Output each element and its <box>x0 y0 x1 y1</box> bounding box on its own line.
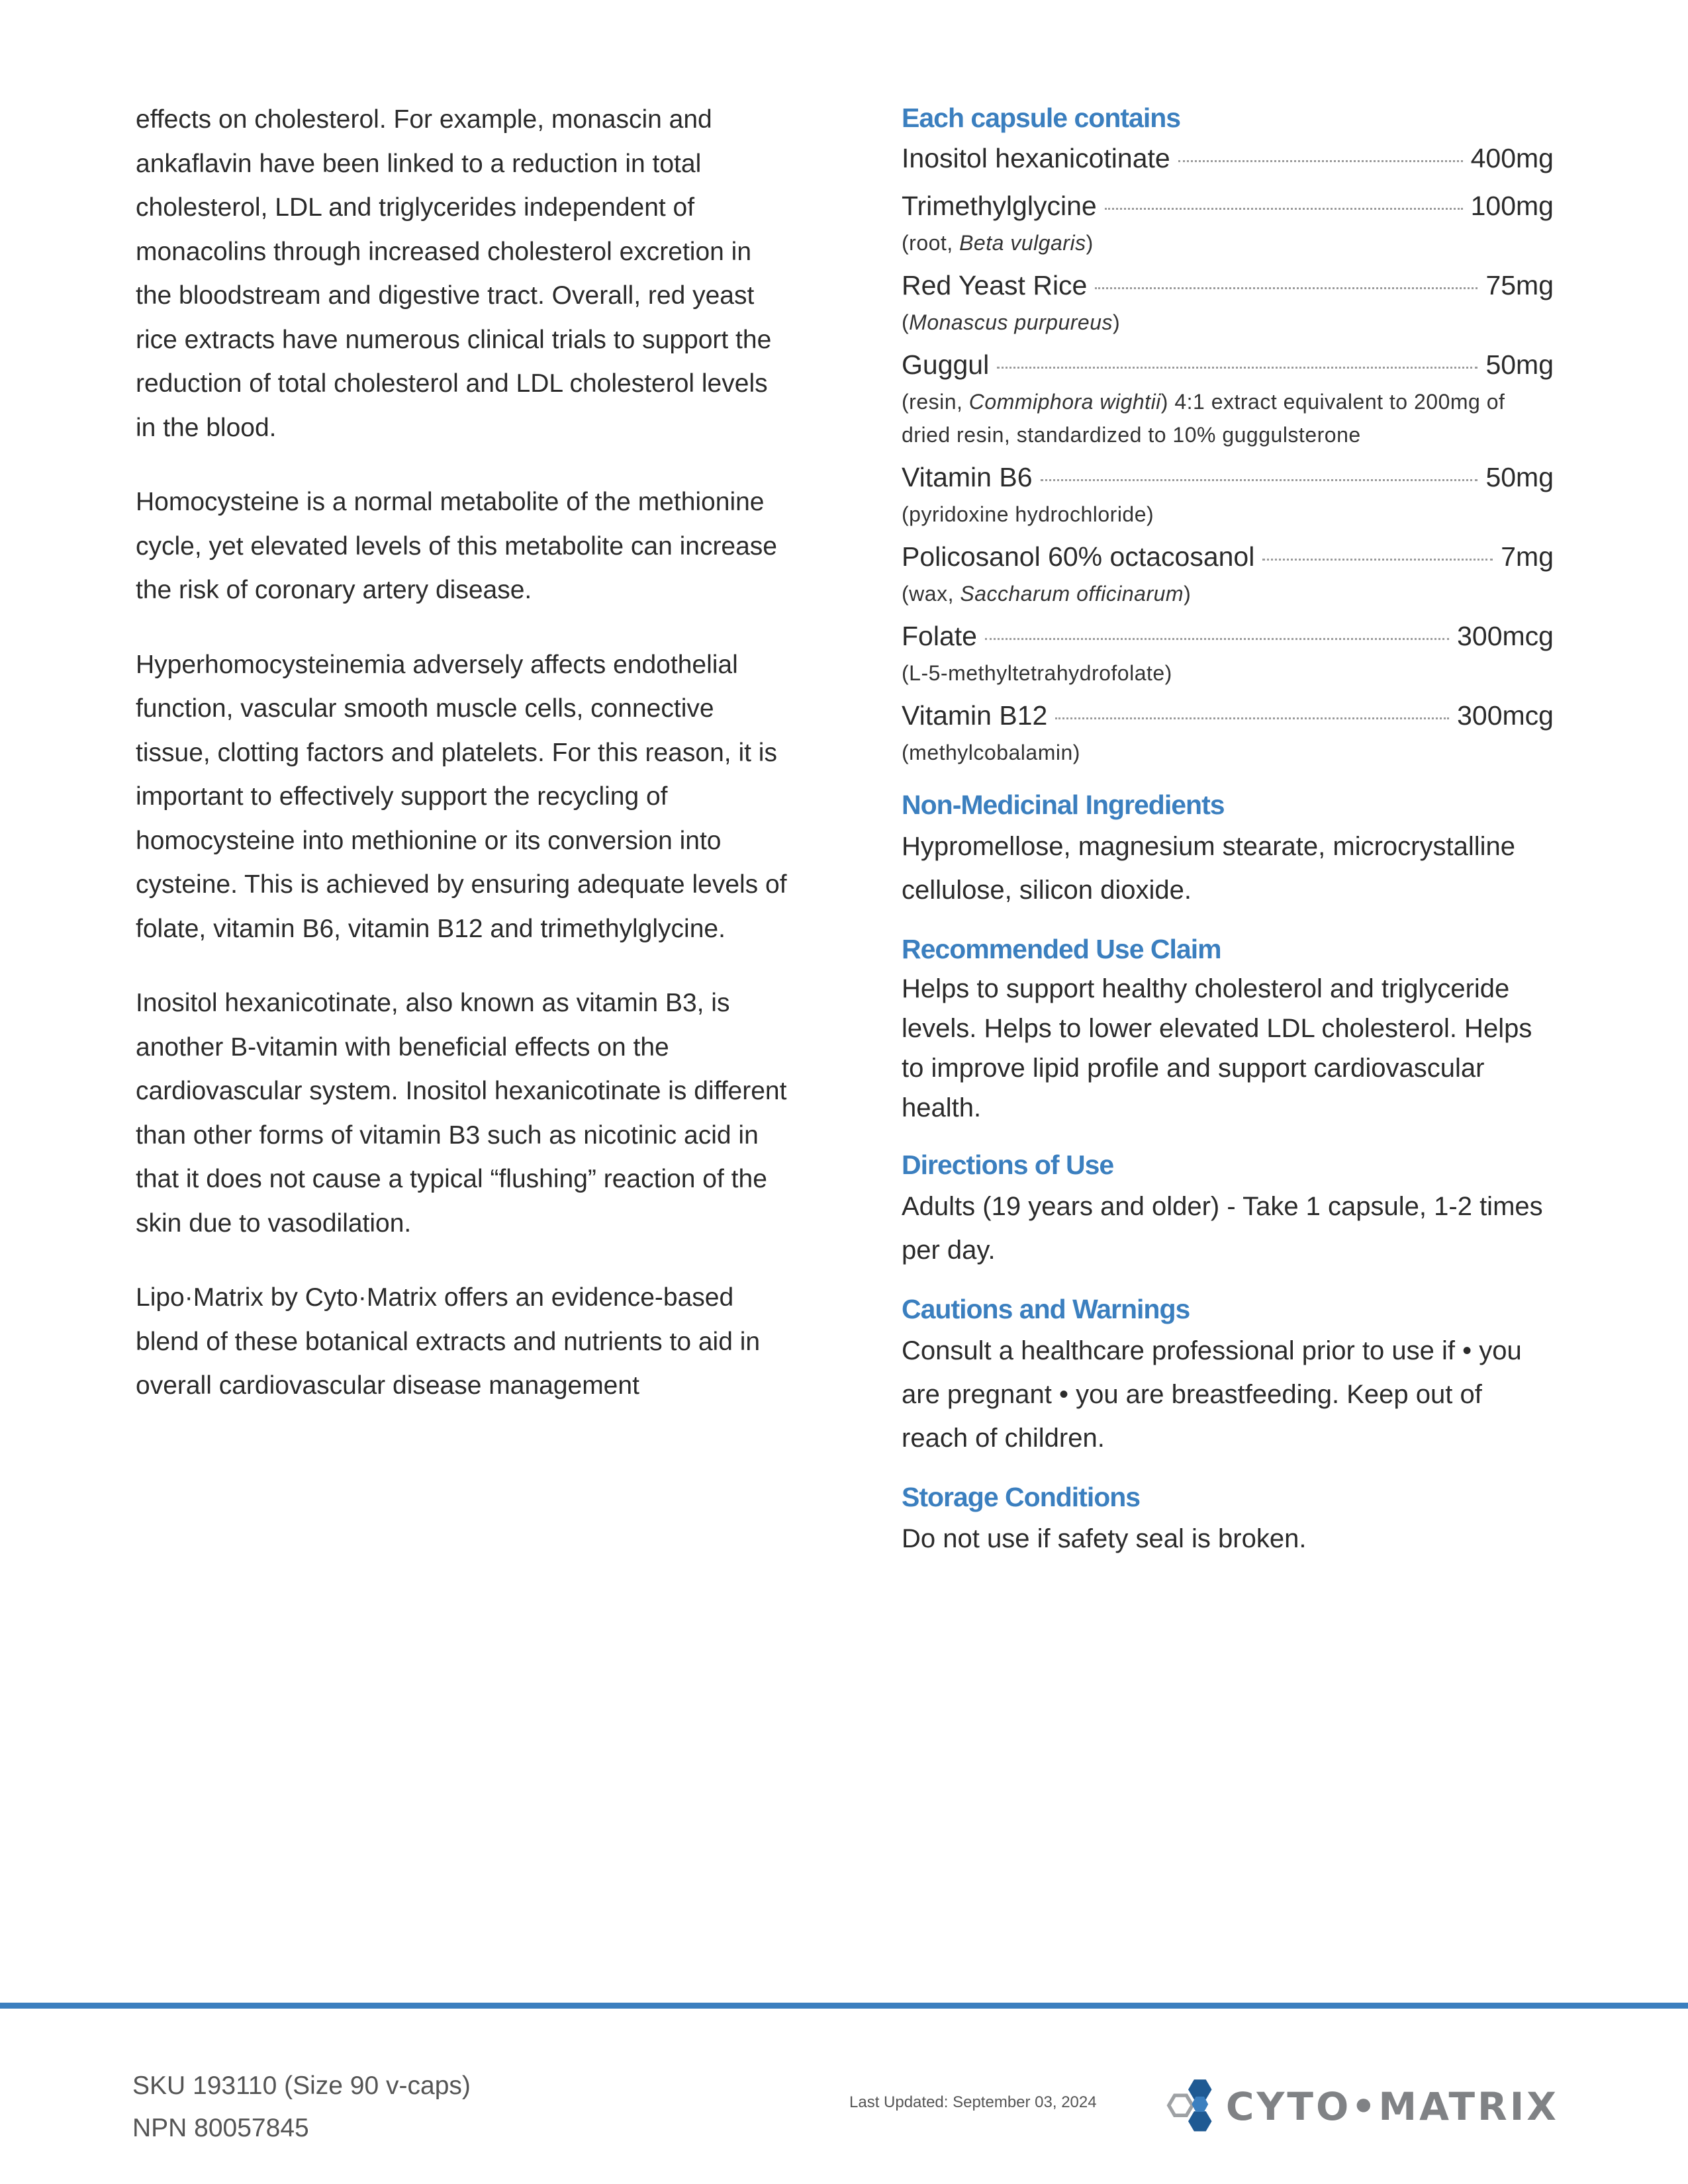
ingredient-row <box>902 344 1554 385</box>
non-medicinal-text: Hypromellose, magnesium stearate, microcrystalline cellulose, silicon dioxide. <box>902 832 1515 905</box>
latin-name: Commiphora wightii <box>968 390 1161 414</box>
brand-wordmark: CYTO•MATRIX <box>1225 2084 1559 2129</box>
cautions-heading: Cautions and Warnings <box>902 1294 1190 1324</box>
directions-heading: Directions of Use <box>902 1150 1114 1180</box>
non-medicinal-heading: Non-Medicinal Ingredients <box>902 790 1225 820</box>
ingredient-name: Inositol hexanicotinate <box>902 143 1170 173</box>
dotted-leader <box>1105 208 1463 210</box>
ingredient-item <box>902 185 1554 259</box>
latin-name: Saccharum officinarum <box>960 582 1184 606</box>
ingredient-row <box>902 615 1554 657</box>
brand-logo <box>1162 2070 1559 2143</box>
ingredient-amount: 100mg <box>1470 191 1554 221</box>
dotted-leader <box>997 367 1477 369</box>
ingredient-name: Trimethylglycine <box>902 191 1097 221</box>
ingredient-row <box>902 138 1554 179</box>
ingredient-item <box>902 265 1554 339</box>
ingredient-name: Guggul <box>902 349 990 380</box>
footer-divider <box>0 2003 1688 2009</box>
note-text: (wax, <box>902 582 961 606</box>
latin-name: Monascus purpureus <box>909 310 1113 334</box>
capsule-heading: Each capsule contains <box>902 103 1181 133</box>
paragraph-hyperhomocysteinemia: Hyperhomocysteinemia adversely affects endothelial function, vascular smooth muscle cells, connective tissue, clotting factors and platelets. For this reason, it is important to effectively support the recycling of homocysteine into methionine or its conversion into cysteine. This is achieved by ensuring adequate levels of folate, vitamin B6, vitamin B12 and trimethylglycine. <box>136 650 787 943</box>
ingredient-source-note <box>902 577 1554 610</box>
ingredient-row <box>902 185 1554 226</box>
ingredient-item <box>902 536 1554 610</box>
note-text: ) <box>1184 582 1192 606</box>
ingredient-amount: 7mg <box>1501 541 1554 572</box>
dotted-leader <box>1178 160 1463 162</box>
ingredient-name: Vitamin B6 <box>902 462 1033 492</box>
dotted-leader <box>1041 479 1478 481</box>
note-text: (methylcobalamin) <box>902 741 1080 764</box>
hexagon-logo-icon <box>1162 2071 1221 2142</box>
storage-text: Do not use if safety seal is broken. <box>902 1524 1307 1553</box>
product-codes <box>132 2065 471 2150</box>
ingredient-name: Red Yeast Rice <box>902 270 1088 300</box>
ingredient-item <box>902 138 1554 179</box>
ingredient-item <box>902 344 1554 451</box>
product-facts <box>902 98 1554 1578</box>
ingredient-row <box>902 265 1554 306</box>
sku-text: SKU 193110 (Size 90 v-caps) <box>132 2071 471 2100</box>
ingredient-source-note <box>902 306 1554 339</box>
note-text: ) <box>1112 310 1121 334</box>
ingredient-amount: 75mg <box>1485 270 1554 300</box>
paragraph-homocysteine: Homocysteine is a normal metabolite of the methionine cycle, yet elevated levels of this metabolite can increase the risk of coronary artery disease. <box>136 488 778 604</box>
ingredient-list <box>902 138 1554 769</box>
dotted-leader <box>1055 717 1449 719</box>
latin-name: Beta vulgaris <box>959 231 1086 255</box>
ingredient-row <box>902 695 1554 736</box>
note-text: ( <box>902 310 910 334</box>
ingredient-source-note <box>902 385 1554 451</box>
note-text: (pyridoxine hydrochloride) <box>902 502 1154 526</box>
ingredient-amount: 400mg <box>1470 143 1554 173</box>
ingredient-amount: 50mg <box>1485 349 1554 380</box>
paragraph-lipo-matrix: Lipo·Matrix by Cyto·Matrix offers an evidence-based blend of these botanical extracts and nutrients to aid in overall cardiovascular disease management <box>136 1283 761 1400</box>
ingredient-name: Policosanol 60% octacosanol <box>902 541 1255 572</box>
directions-text: Adults (19 years and older) - Take 1 capsule, 1-2 times per day. <box>902 1192 1543 1265</box>
ingredient-amount: 300mcg <box>1457 700 1554 731</box>
ingredient-source-note <box>902 226 1554 259</box>
note-text: (L-5-methyltetrahydrofolate) <box>902 661 1172 685</box>
note-text: ) <box>1086 231 1094 255</box>
ingredient-name: Folate <box>902 621 977 651</box>
npn-text: NPN 80057845 <box>132 2114 309 2142</box>
note-text: ) 4:1 extract equivalent to 200mg of dried resin, standardized to 10% guggulsterone <box>902 390 1505 447</box>
recommended-use-text: Helps to support healthy cholesterol and triglyceride levels. Helps to lower elevated LDL cholesterol. Helps to improve lipid profile and support cardiovascular health. <box>902 974 1532 1122</box>
ingredient-item <box>902 457 1554 531</box>
paragraph-cholesterol: effects on cholesterol. For example, monascin and ankaflavin have been linked to a reduction in total cholesterol, LDL and triglycerides independent of monacolins through increased cholesterol excretion in the bloodstream and digestive tract. Overall, red yeast rice extracts have numerous clinical trials to support the reduction of total cholesterol and LDL cholesterol levels in the blood. <box>136 105 772 442</box>
paragraph-inositol: Inositol hexanicotinate, also known as vitamin B3, is another B-vitamin with beneficial effects on the cardiovascular system. Inositol hexanicotinate is different than other forms of vitamin B3 such as nicotinic acid in that it does not cause a typical “flushing” reaction of the skin due to vasodilation. <box>136 989 787 1238</box>
note-text: (resin, <box>902 390 969 414</box>
note-text: (root, <box>902 231 960 255</box>
dotted-leader <box>1262 559 1493 561</box>
ingredient-row <box>902 457 1554 498</box>
recommended-use-heading: Recommended Use Claim <box>902 934 1221 964</box>
ingredient-item <box>902 615 1554 690</box>
product-description <box>136 98 791 1439</box>
dotted-leader <box>985 638 1449 640</box>
ingredient-row <box>902 536 1554 577</box>
dotted-leader <box>1095 287 1477 289</box>
ingredient-source-note <box>902 498 1554 531</box>
storage-heading: Storage Conditions <box>902 1482 1141 1512</box>
cautions-text: Consult a healthcare professional prior to use if • you are pregnant • you are breastfeeding. Keep out of reach of children. <box>902 1336 1522 1453</box>
ingredient-amount: 300mcg <box>1457 621 1554 651</box>
ingredient-amount: 50mg <box>1485 462 1554 492</box>
ingredient-source-note <box>902 736 1554 769</box>
ingredient-source-note <box>902 657 1554 690</box>
last-updated: Last Updated: September 03, 2024 <box>849 2093 1097 2111</box>
ingredient-item <box>902 695 1554 769</box>
ingredient-name: Vitamin B12 <box>902 700 1048 731</box>
